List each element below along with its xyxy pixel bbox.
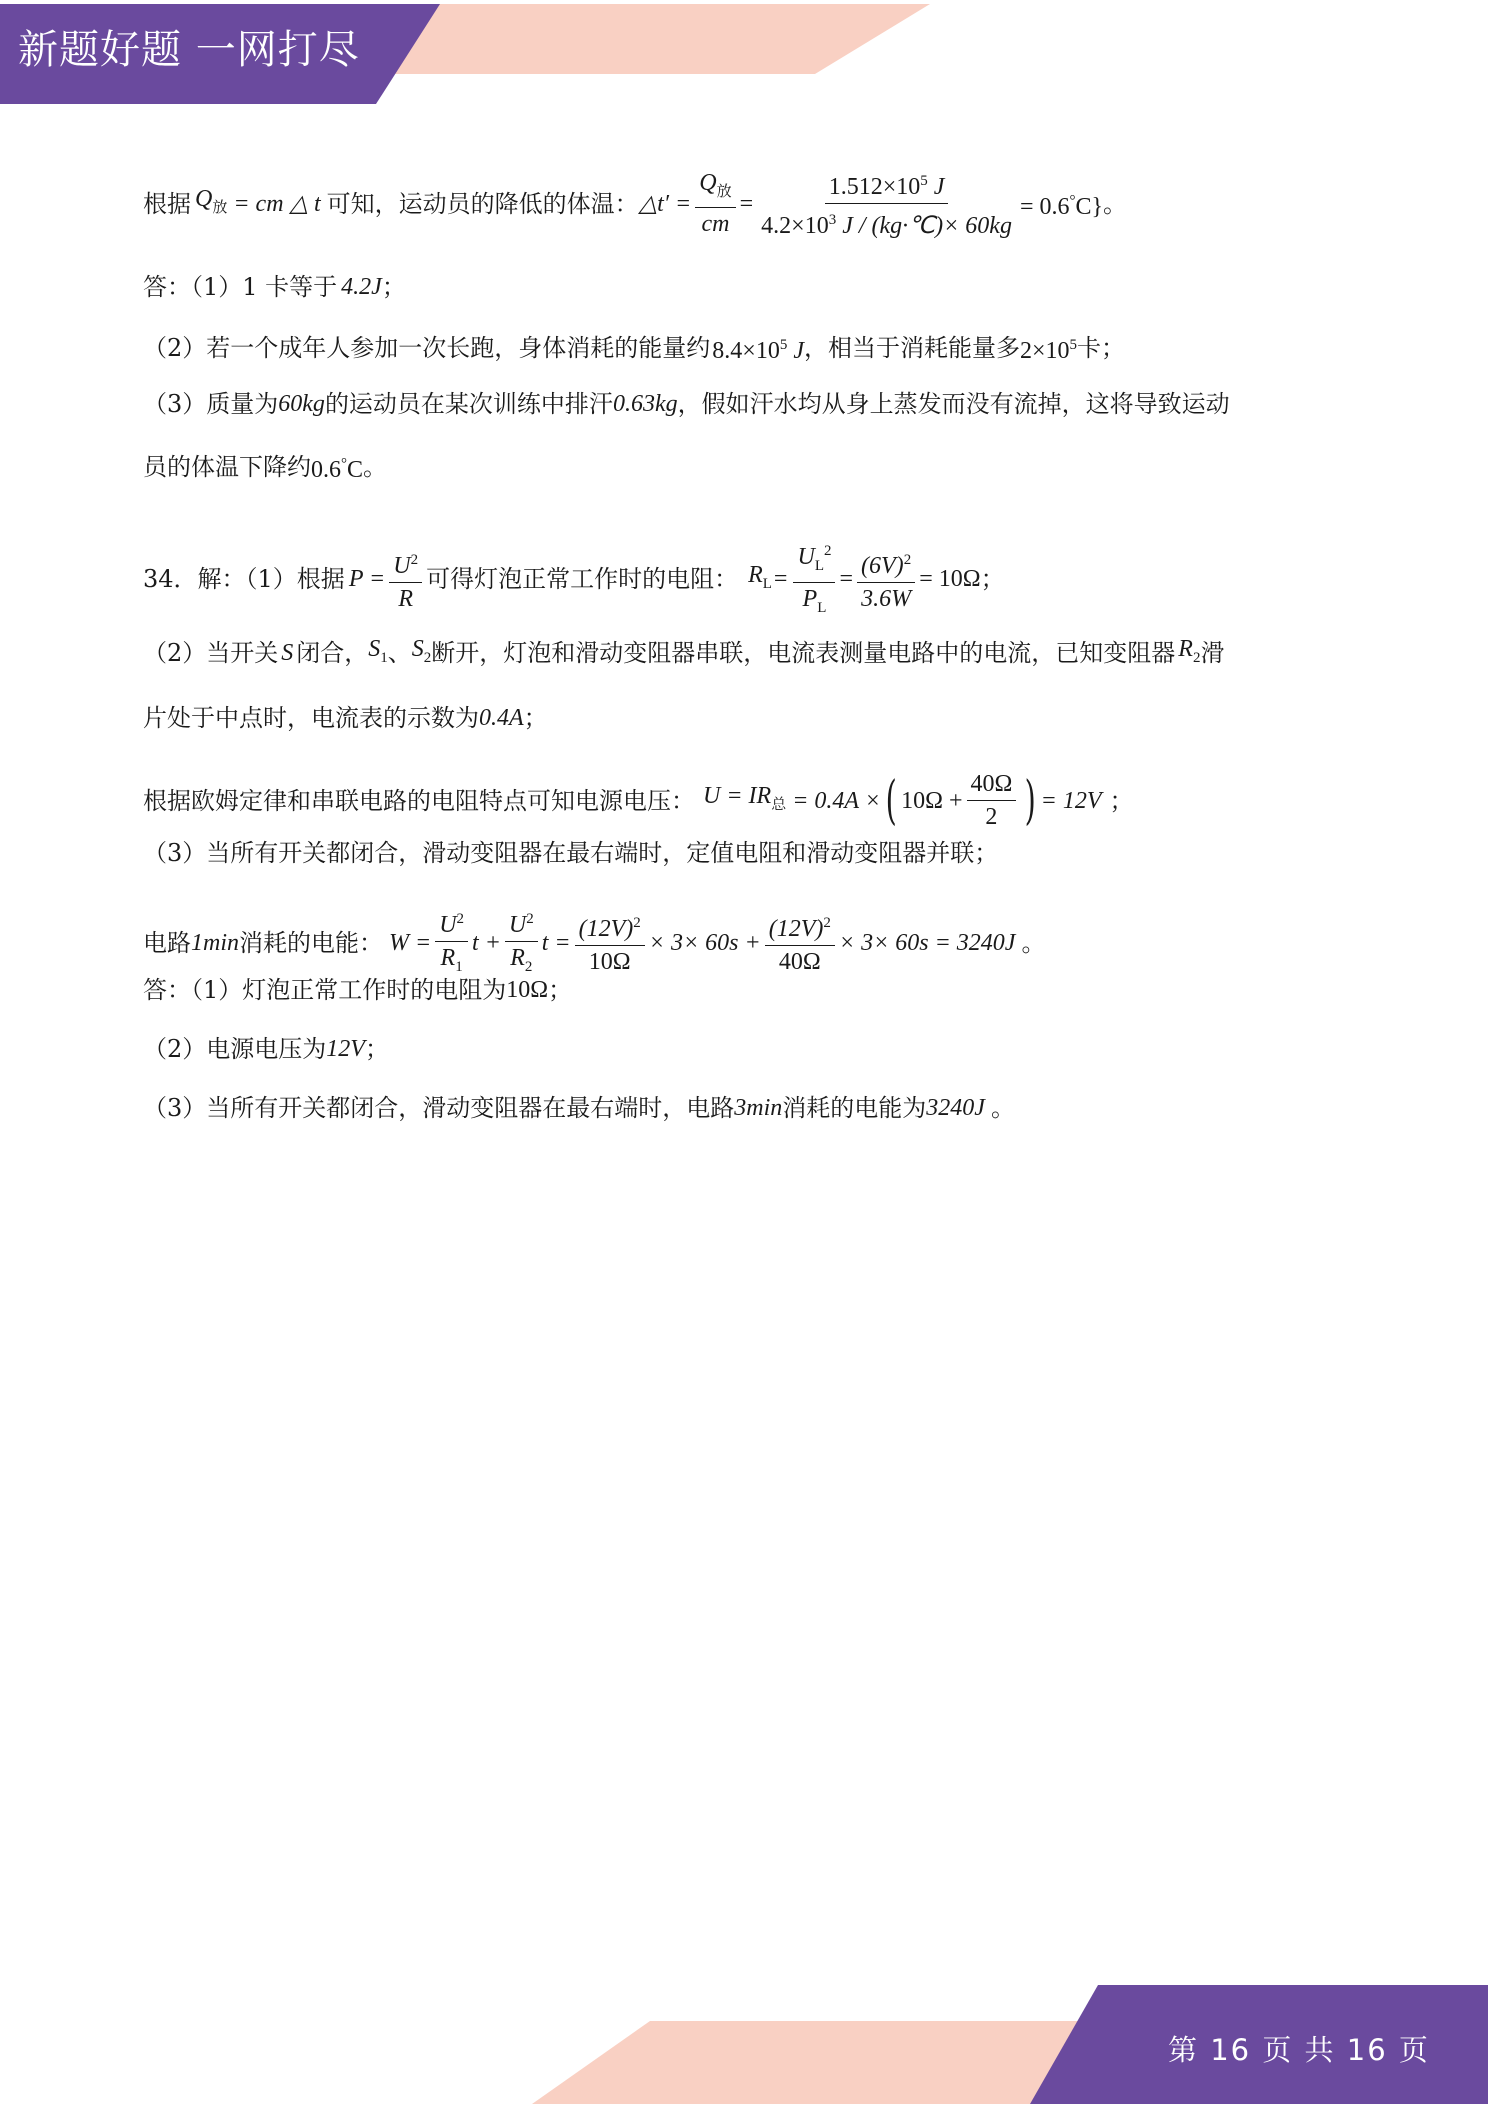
page-number: 第 16 页 共 16 页 (1168, 2033, 1430, 2067)
fraction-temperature: $\frac{1.512\times 10^5 J}{4.2\times 10^3 J / (kg\cdot℃)\times 60kg}$ (757, 167, 1016, 240)
header-title: 新题好题 一网打尽 (18, 27, 360, 73)
q34-part3: （3）当所有开关都闭合，滑动变阻器在最右端时，定值电阻和滑动变阻器并联； (143, 839, 999, 867)
answer-1: 答：（1）1 卡等于 4.2J ； (143, 273, 406, 301)
fraction-6v-over-36w: $\frac{(6V)^2}{3.6W}$ (857, 546, 915, 613)
text-line-1: 根据 $Q_放$ = cm △ t 可知，运动员的降低的体温： △t′ = $\frac{Q_放}{cm}$ = $\frac{1.512\times 10^5 J}{4.2\times 10^3 J / (kg\cdot℃)\times 60kg}$ = 0.6°C} 。 (143, 167, 1127, 240)
answer-3-cont: 员的体温下降约 0.6°C 。 (143, 453, 388, 483)
fraction-u2-over-r: $\frac{U^2}{R}$ (389, 546, 422, 613)
q34-part2-cont: 片处于中点时，电流表的示数为 0.4A ； (143, 704, 548, 732)
fraction-ul2-over-pl: $\frac{U_L^2}{P_L}$ (793, 537, 835, 622)
fraction-40-over-2: $\frac{40\Omega}{2}$ (967, 770, 1017, 831)
answer-34-2: （2）电源电压为 12V ； (143, 1035, 389, 1063)
fraction-u2-over-r2: $\frac{U^2}{R_2}$ (505, 905, 538, 981)
fraction-q-over-cm: $\frac{Q_放}{cm}$ (695, 169, 735, 239)
fraction-12v-over-10ohm: $\frac{(12V)^2}{10\Omega}$ (575, 909, 645, 976)
q34-ohm-law: 根据欧姆定律和串联电路的电阻特点可知电源电压： $U = IR_总$ = 0.4A × ( 10Ω + $\frac{40\Omega}{2}$ ) = 12V ； (143, 770, 1134, 831)
answer-3: （3）质量为 60kg 的运动员在某次训练中排汗 0.63kg ，假如汗水均从身上蒸发而没有流掉，这将导致运动 (143, 390, 1230, 418)
fraction-u2-over-r1: $\frac{U^2}{R_1}$ (435, 905, 468, 981)
answer-34-3: （3）当所有开关都闭合，滑动变阻器在最右端时，电路 3min 消耗的电能为 3240J 。 (143, 1094, 1015, 1122)
q34-part2: （2）当开关 S 闭合， $S_1$ 、 $S_2$ 断开，灯泡和滑动变阻器串联，电流表测量电路中的电流，已知变阻器 $R_2$ 滑 (143, 636, 1225, 668)
q34-part1: 34．解：（1）根据 P = $\frac{U^2}{R}$ 可得灯泡正常工作时的电阻： $R_L$ = $\frac{U_L^2}{P_L}$ = $\frac{(6V)^2}{3.6W}$ = 10Ω ； (143, 537, 1005, 622)
fraction-12v-over-40ohm: $\frac{(12V)^2}{40\Omega}$ (765, 909, 835, 976)
answer-34-1: 答：（1）灯泡正常工作时的电阻为 10Ω ； (143, 976, 573, 1004)
answer-2: （2）若一个成年人参加一次长跑，身体消耗的能量约 $8.4\times 10^5$ J ，相当于消耗能量多 $2\times 10^5$ 卡； (143, 334, 1126, 364)
q34-energy: 电路 1min 消耗的电能： W = $\frac{U^2}{R_1}$ t + $\frac{U^2}{R_2}$ t = $\frac{(12V)^2}{10\Omega}$ × 3× 60s + $\frac{(12V)^2}{40\Omega}$ × 3× 60s = 3240J 。 (143, 905, 1045, 981)
